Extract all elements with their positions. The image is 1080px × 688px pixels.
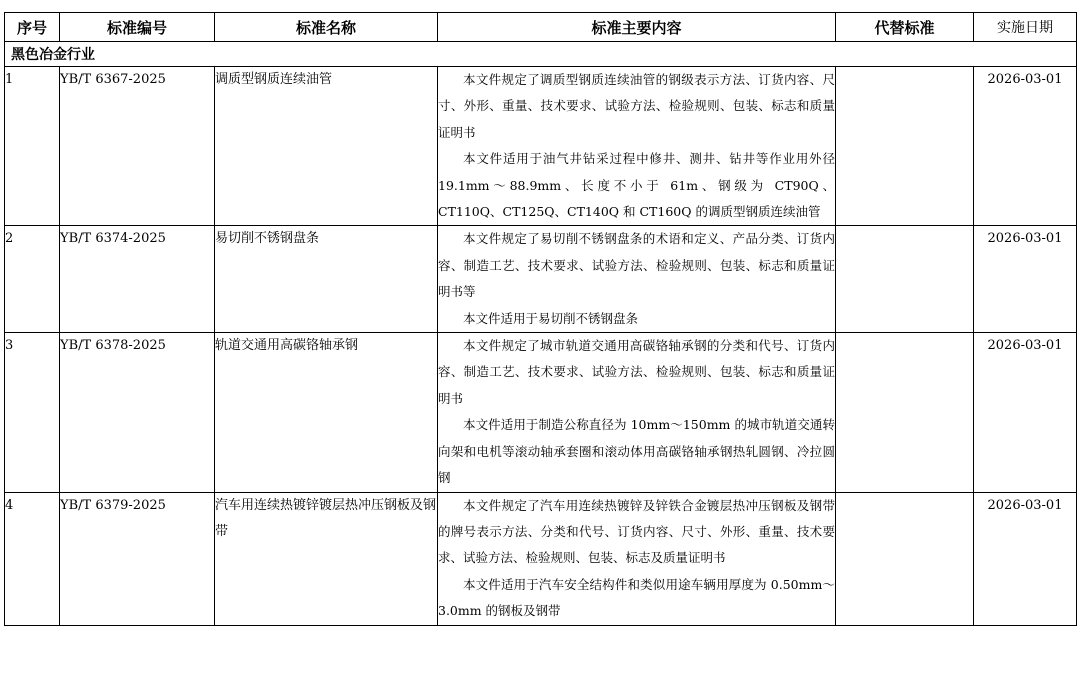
standard-content (438, 333, 836, 492)
standard-code: YB/T 6374-2025 (60, 226, 215, 333)
content-paragraph: 本文件适用于易切削不锈钢盘条 (463, 310, 639, 326)
content-paragraph: 本文件规定了调质型钢质连续油管的钢级表示方法、订货内容、尺寸、外形、重量、技术要求、试验方法、检验规则、包装、标志和质量证明书 (438, 72, 835, 140)
header-date: 实施日期 (974, 13, 1077, 42)
standard-code: YB/T 6378-2025 (60, 333, 215, 492)
row-number: 3 (5, 333, 60, 492)
standard-code: YB/T 6367-2025 (60, 67, 215, 226)
effective-date: 2026-03-01 (974, 492, 1077, 625)
table-row (5, 67, 1077, 226)
header-name: 标准名称 (215, 13, 438, 42)
effective-date: 2026-03-01 (974, 67, 1077, 226)
row-number: 2 (5, 226, 60, 333)
content-paragraph: 本文件适用于制造公称直径为 10mm～150mm 的城市轨道交通转向架和电机等滚动轴承套圈和滚动体用高碳铬轴承钢热轧圆钢、冷拉圆钢 (438, 417, 835, 486)
table-row (5, 333, 1077, 492)
row-number: 4 (5, 492, 60, 625)
standard-name: 易切削不锈钢盘条 (215, 226, 438, 333)
standard-name: 调质型钢质连续油管 (215, 67, 438, 226)
effective-date: 2026-03-01 (974, 226, 1077, 333)
table-row (5, 226, 1077, 333)
standards-table (4, 12, 1077, 626)
content-paragraph: 本文件规定了汽车用连续热镀锌及锌铁合金镀层热冲压钢板及钢带的牌号表示方法、分类和代号、订货内容、尺寸、外形、重量、技术要求、试验方法、检验规则、包装、标志及质量证明书 (438, 497, 835, 566)
replaced-standard (836, 333, 974, 492)
section-row (5, 42, 1077, 67)
section-title: 黑色冶金行业 (5, 42, 1077, 67)
standard-name: 汽车用连续热镀锌镀层热冲压钢板及钢带 (215, 492, 438, 625)
header-replaces: 代替标准 (836, 13, 974, 42)
standard-name: 轨道交通用高碳铬轴承钢 (215, 333, 438, 492)
header-no: 序号 (5, 13, 60, 42)
standard-code: YB/T 6379-2025 (60, 492, 215, 625)
effective-date: 2026-03-01 (974, 333, 1077, 492)
standard-content (438, 226, 836, 333)
table-row (5, 492, 1077, 625)
content-paragraph: 本文件规定了易切削不锈钢盘条的术语和定义、产品分类、订货内容、制造工艺、技术要求、试验方法、检验规则、包装、标志和质量证明书等 (438, 231, 835, 300)
row-number: 1 (5, 67, 60, 226)
standard-content (438, 67, 836, 226)
content-paragraph: 本文件适用于油气井钻采过程中修井、测井、钻井等作业用外径 19.1mm～88.9mm、长度不小于 61m、钢级为 CT90Q、CT110Q、CT125Q、CT140Q 和 CT160Q 的调质型钢质连续油管 (438, 151, 835, 220)
header-content: 标准主要内容 (438, 13, 836, 42)
replaced-standard (836, 67, 974, 226)
replaced-standard (836, 226, 974, 333)
content-paragraph: 本文件适用于汽车安全结构件和类似用途车辆用厚度为 0.50mm～3.0mm 的钢板及钢带 (438, 576, 835, 619)
replaced-standard (836, 492, 974, 625)
header-code: 标准编号 (60, 13, 215, 42)
content-paragraph: 本文件规定了城市轨道交通用高碳铬轴承钢的分类和代号、订货内容、制造工艺、技术要求、试验方法、检验规则、包装、标志和质量证明书 (438, 338, 835, 406)
table-header-row (5, 13, 1077, 42)
standard-content (438, 492, 836, 625)
